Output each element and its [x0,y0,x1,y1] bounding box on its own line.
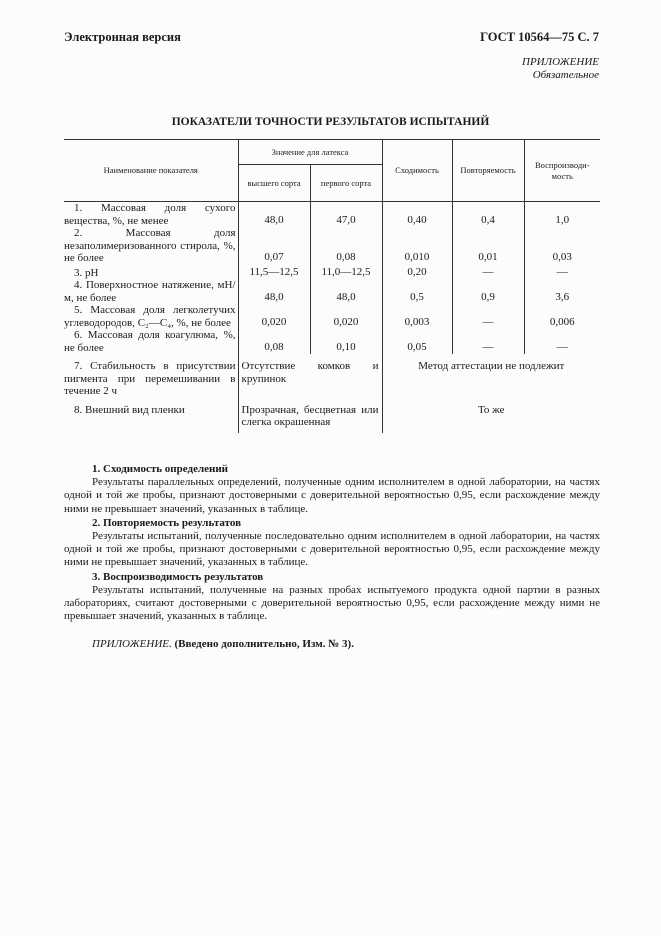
cell-reproducibility: 3,6 [524,279,600,304]
document-header-right: ГОСТ 10564—75 С. 7 [480,30,599,44]
row-name: 5. Массовая доля легколетучих углеводородов, C₂—C₄, %, не более [64,304,236,329]
note-heading: 3. Воспроизводимость результатов [92,570,264,583]
note-text: Результаты испытаний, полученные на разных пробах испытуемого продукта одной партии в разных лабораториях, считают достоверными с доверительной вероятностью 0,95, если расхождение между ними не превышает значений, указанных в таблице. [64,583,600,623]
cell-convergence: 0,003 [382,304,452,329]
cell-repeatability: — [452,304,524,329]
cell-reproducibility: — [524,329,600,354]
cell-grade-top: 48,0 [238,279,310,304]
cell-convergence: 0,40 [382,202,452,228]
appendix-label-block [522,56,599,82]
cell-repeatability: — [452,265,524,280]
table-row [64,354,600,398]
table-row [64,265,600,280]
col-header-grade-top: высшего сорта [238,165,310,202]
notes-section [64,463,600,624]
note-text: Результаты параллельных определений, полученные одним исполнителем в одной лаборатории, на частях одной и той же пробы, признают достоверными с доверительной вероятностью 0,95, если расхождение между ними не превышает значений, указанных в таблице. [64,476,600,515]
row-name: 6. Массовая доля коагулюма, %, не более [64,329,236,354]
table-header-row [64,140,600,165]
row-name: 2. Массовая доля незаполимеризованного стирола, %, не более [64,227,236,264]
cell-grade-top: 48,0 [238,202,310,228]
cell-reproducibility: 0,006 [524,304,600,329]
cell-reproducibility: — [524,265,600,280]
amendment-text: (Введено дополнительно, Изм. № 3). [174,638,354,650]
cell-repeatability: 0,4 [452,202,524,228]
cell-grade-first: 47,0 [310,202,382,228]
cell-value-merged: Прозрачная, бесцветная или слегка окрашенная [238,398,382,433]
cell-grade-first: 0,08 [310,227,382,265]
table-row [64,279,600,304]
note-heading: 2. Повторяемость результатов [92,516,242,529]
table-row [64,227,600,265]
row-name: 7. Стабильность в присутствии пигмента при перемешивании в течение 2 ч [64,360,236,397]
cell-grade-top: 11,5—12,5 [238,265,310,280]
cell-repeatability: 0,9 [452,279,524,304]
cell-method-note: Метод аттестации не подлежит [382,354,600,398]
cell-repeatability: — [452,329,524,354]
row-name: 1. Массовая доля сухого вещества, %, не менее [64,202,236,227]
cell-convergence: 0,20 [382,265,452,280]
col-header-value-group: Значение для латекса [238,140,382,165]
cell-grade-top: 0,07 [238,227,310,265]
table-row [64,329,600,354]
note-text: Результаты испытаний, полученные последовательно одним исполнителем в одной лаборатории, на частях одной и той же пробы, признают достоверными с доверительной вероятностью 0,95, если расхождение между ними не превышает значений, указанных в таблице. [64,530,600,569]
cell-reproducibility: 1,0 [524,202,600,228]
col-header-repeatability: Повторяемость [452,140,524,202]
cell-grade-first: 48,0 [310,279,382,304]
cell-grade-first: 0,10 [310,329,382,354]
document-header-left: Электронная версия [64,30,181,44]
col-header-grade-first: первого сорта [310,165,382,202]
col-header-convergence: Сходимость [382,140,452,202]
row-name: 4. Поверхностное натяжение, мН/м, не более [64,279,236,304]
col-header-reproducibility: Воспроизводи-мость [524,140,600,202]
cell-convergence: 0,5 [382,279,452,304]
cell-repeatability: 0,01 [452,227,524,265]
table-row [64,304,600,329]
cell-convergence: 0,05 [382,329,452,354]
cell-value-merged: Отсутствие комков и крупинок [238,354,382,398]
col-header-name: Наименование показателя [64,140,238,202]
table-row [64,202,600,228]
cell-grade-first: 0,020 [310,304,382,329]
table-row [64,398,600,433]
cell-grade-top: 0,020 [238,304,310,329]
row-name: 3. pH [74,266,99,279]
appendix-type: Обязательное [532,69,599,81]
appendix-label: ПРИЛОЖЕНИЕ [522,56,599,68]
cell-convergence: 0,010 [382,227,452,265]
cell-method-note: То же [382,398,600,433]
page-title: ПОКАЗАТЕЛИ ТОЧНОСТИ РЕЗУЛЬТАТОВ ИСПЫТАНИЙ [171,116,490,128]
amendment-line [92,638,354,650]
cell-grade-top: 0,08 [238,329,310,354]
amendment-label: ПРИЛОЖЕНИЕ. [92,638,172,650]
cell-grade-first: 11,0—12,5 [310,265,382,280]
row-name: 8. Внешний вид пленки [74,403,185,416]
accuracy-table [64,139,600,433]
cell-reproducibility: 0,03 [524,227,600,265]
note-heading: 1. Сходимость определений [92,463,229,475]
